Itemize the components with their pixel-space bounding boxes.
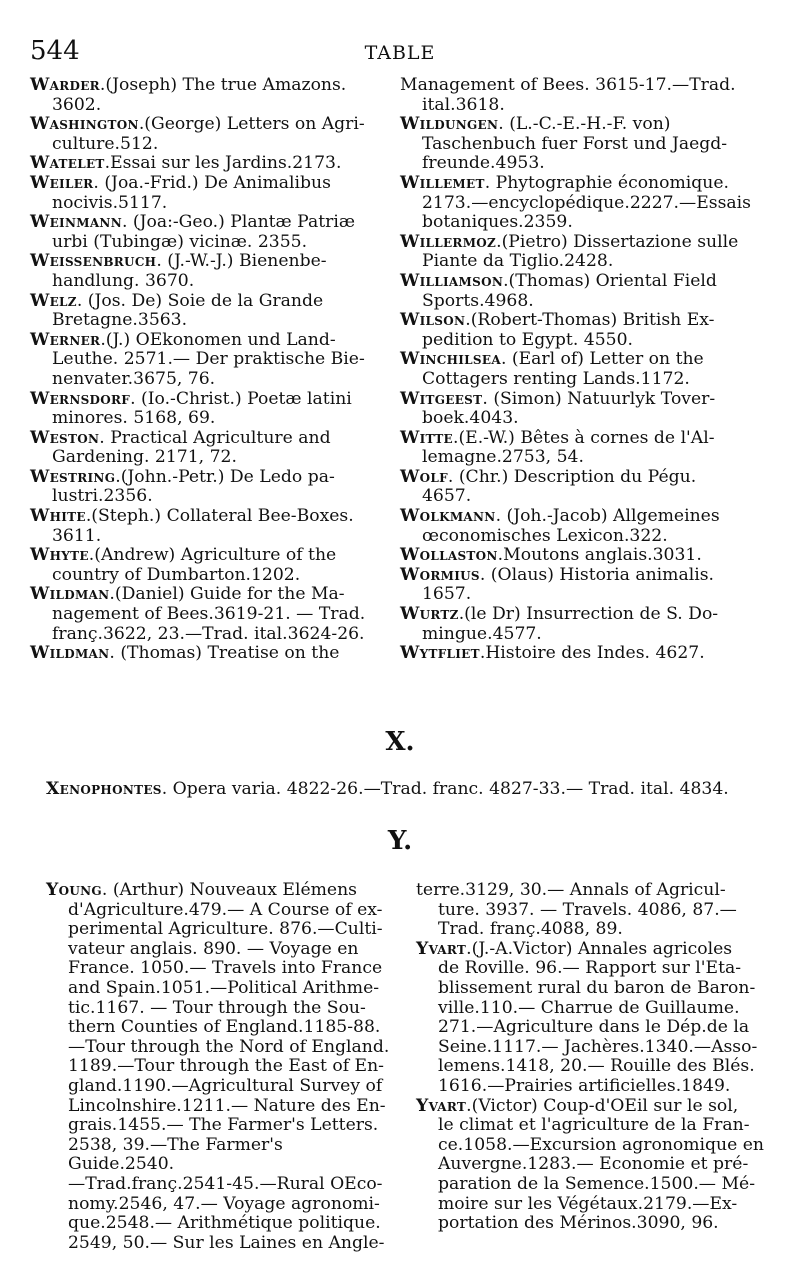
entry-text: —Tour through the Nord of England. — [68, 1036, 390, 1057]
entry-text: .(George) Letters on Agri- — [138, 114, 365, 135]
index-entry — [30, 252, 386, 291]
index-entry — [30, 292, 386, 331]
entry-line — [400, 213, 772, 233]
entry-line — [400, 292, 772, 312]
entry-name: Wollaston — [400, 545, 498, 566]
index-entry — [400, 390, 772, 429]
entry-line — [30, 605, 386, 625]
entry-text: lemagne.2753, 54. — [422, 447, 584, 468]
index-entry — [30, 174, 386, 213]
entry-line — [30, 96, 386, 116]
entry-line — [400, 468, 772, 488]
entry-line — [46, 959, 392, 979]
entry-line — [30, 115, 386, 135]
entry-line — [416, 1038, 774, 1058]
entry-name: Young — [46, 880, 102, 900]
index-entry — [30, 507, 386, 546]
entry-text: .(John.-Petr.) De Ledo pa- — [115, 466, 335, 487]
entry-text: portation des Mérinos.3090, 96. — [438, 1213, 719, 1234]
index-entry — [30, 213, 386, 252]
entry-line — [400, 605, 772, 625]
index-entry — [400, 429, 772, 468]
entry-line — [46, 1077, 392, 1097]
index-entry — [30, 154, 386, 174]
index-entry — [400, 350, 772, 389]
entry-line — [400, 115, 772, 135]
index-column-y-left — [46, 881, 392, 1253]
entry-text: . Practical Agriculture and — [99, 427, 331, 448]
entry-text: .(Daniel) Guide for the Ma- — [109, 584, 345, 605]
entry-line — [30, 213, 386, 233]
entry-line — [400, 625, 772, 645]
index-entry — [400, 311, 772, 350]
entry-line — [400, 527, 772, 547]
entry-line — [400, 76, 772, 96]
entry-text: perimental Agriculture. 876.—Culti- — [68, 919, 383, 940]
entry-line — [30, 154, 386, 174]
entry-line — [30, 233, 386, 253]
entry-name: Washington — [30, 114, 139, 135]
entry-line — [400, 233, 772, 253]
entry-line — [46, 1018, 392, 1038]
entry-line — [30, 252, 386, 272]
entry-line — [416, 1018, 774, 1038]
entry-line — [30, 174, 386, 194]
entry-name: Wolf — [400, 466, 448, 487]
entry-line — [30, 527, 386, 547]
index-entry — [400, 507, 772, 546]
entry-text: .(le Dr) Insurrection de S. Do- — [458, 604, 719, 625]
entry-line — [416, 979, 774, 999]
entry-text: . (Thomas) Treatise on the — [109, 643, 340, 664]
entry-text: Taschenbuch fuer Forst und Jaegd- — [422, 133, 728, 154]
entry-text: .(Steph.) Collateral Bee-Boxes. — [85, 506, 354, 527]
entry-name: Witte — [400, 427, 453, 448]
entry-name: Wernsdorf — [30, 388, 131, 409]
entry-name: Wytfliet — [400, 643, 480, 664]
index-column-w-left — [30, 76, 386, 664]
index-entry — [416, 940, 774, 1097]
entry-text: . (Olaus) Historia animalis. — [479, 564, 715, 585]
entry-line — [416, 1057, 774, 1077]
entry-name: Werner — [30, 329, 101, 350]
entry-line — [46, 999, 392, 1019]
index-entry — [400, 644, 772, 664]
index-entry-xenophontes — [46, 779, 772, 799]
entry-line — [30, 546, 386, 566]
entry-line — [400, 135, 772, 155]
entry-line — [400, 311, 772, 331]
entry-name: Willemet — [400, 172, 485, 193]
entry-text: de Roville. 96.— Rapport sur l'Eta- — [438, 958, 742, 979]
entry-line — [30, 429, 386, 449]
index-entry — [30, 546, 386, 585]
entry-text: freunde.4953. — [422, 153, 545, 174]
entry-line — [30, 370, 386, 390]
page-number: 544 — [30, 36, 80, 66]
entry-line — [46, 881, 392, 901]
index-entry — [400, 115, 772, 174]
entry-text: pedition to Egypt. 4550. — [422, 329, 633, 350]
entry-name: Wildman — [30, 584, 110, 605]
index-entry — [30, 115, 386, 154]
entry-line — [30, 409, 386, 429]
entry-line — [400, 566, 772, 586]
entry-line — [416, 1214, 774, 1234]
entry-text: . (Arthur) Nouveaux Elémens — [101, 880, 357, 900]
entry-name: Watelet — [30, 153, 105, 174]
entry-text: culture.512. — [52, 133, 159, 154]
entry-line — [416, 1136, 774, 1156]
entry-text: .(Joseph) The true Amazons. — [99, 75, 347, 95]
section-heading-y: Y. — [387, 826, 413, 856]
entry-text: 1616.—Prairies artificielles.1849. — [438, 1075, 731, 1096]
entry-line — [30, 272, 386, 292]
entry-line — [46, 1136, 392, 1175]
entry-line — [30, 487, 386, 507]
entry-text: . (Simon) Natuurlyk Tover- — [482, 388, 716, 409]
entry-text: Seine.1117.— Jachères.1340.—Asso- — [438, 1036, 758, 1057]
index-column-y-right — [416, 881, 774, 1234]
entry-line — [30, 292, 386, 312]
index-entry — [416, 1097, 774, 1234]
entry-text: . (Joa.-Frid.) De Animalibus — [93, 172, 331, 193]
entry-text: lustri.2356. — [52, 486, 153, 507]
entry-name: Williamson — [400, 270, 504, 291]
entry-text: .Moutons anglais.3031. — [497, 545, 702, 566]
entry-text: le climat et l'agriculture de la Fran- — [438, 1115, 750, 1136]
section-heading-x: X. — [385, 727, 415, 757]
entry-text: terre.3129, 30.— Annals of Agricul- — [416, 880, 726, 900]
entry-text: —Trad.franç.2541-45.—Rural OEco- — [68, 1173, 383, 1194]
entry-line — [416, 1195, 774, 1215]
entry-line — [30, 468, 386, 488]
entry-text: .Essai sur les Jardins.2173. — [104, 153, 342, 174]
entry-text: 2173.—encyclopédique.2227.—Essais — [422, 192, 751, 213]
entry-line — [30, 625, 386, 645]
entry-line — [46, 1214, 392, 1234]
entry-line — [30, 331, 386, 351]
entry-name: Welz — [30, 290, 77, 311]
entry-line — [416, 940, 774, 960]
entry-text: franç.3622, 23.—Trad. ital.3624-26. — [52, 623, 365, 644]
entry-line — [400, 448, 772, 468]
entry-text: grais.1455.— The Farmer's Letters. — [68, 1115, 379, 1136]
entry-text: 3611. — [52, 525, 102, 546]
entry-text: Sports.4968. — [422, 290, 534, 311]
entry-text: .(Victor) Coup-d'OEil sur le sol, — [466, 1095, 739, 1116]
entry-text: ital.3618. — [422, 94, 505, 115]
entry-line — [400, 174, 772, 194]
entry-text: France. 1050.— Travels into France — [68, 958, 383, 979]
entry-text: .(Thomas) Oriental Field — [503, 270, 717, 291]
entry-line — [30, 135, 386, 155]
entry-text: lemens.1418, 20.— Rouille des Blés. — [438, 1056, 755, 1077]
entry-line — [400, 252, 772, 272]
index-entry — [400, 468, 772, 507]
index-entry — [30, 331, 386, 390]
entry-name: Willermoz — [400, 231, 497, 252]
index-entry — [400, 605, 772, 644]
entry-line — [400, 331, 772, 351]
entry-text: . (Io.-Christ.) Poetæ latini — [130, 388, 352, 409]
entry-name: Yvart — [416, 1095, 467, 1116]
entry-line — [30, 350, 386, 370]
entry-line — [30, 311, 386, 331]
entry-text: 1657. — [422, 584, 472, 605]
entry-line — [400, 96, 772, 116]
entry-line — [416, 901, 774, 921]
entry-text: Cottagers renting Lands.1172. — [422, 368, 690, 389]
entry-line — [400, 585, 772, 605]
entry-text: nenvater.3675, 76. — [52, 368, 216, 389]
entry-text: . (Chr.) Description du Pégu. — [447, 466, 697, 487]
entry-text: ville.110.— Charrue de Guillaume. — [438, 997, 740, 1018]
entry-line — [400, 272, 772, 292]
entry-text: and Spain.1051.—Political Arithme- — [68, 977, 380, 998]
entry-name: Xenophontes — [46, 779, 162, 799]
index-entry — [416, 881, 774, 940]
entry-text: 3602. — [52, 94, 102, 115]
entry-text: handlung. 3670. — [52, 270, 195, 291]
entry-name: Yvart — [416, 938, 467, 959]
entry-line — [46, 1038, 392, 1058]
entry-text: urbi (Tubingæ) vicinæ. 2355. — [52, 231, 308, 252]
entry-name: Weston — [30, 427, 100, 448]
entry-line — [46, 1116, 392, 1136]
entry-line — [416, 881, 774, 901]
entry-name: White — [30, 506, 86, 527]
entry-line — [46, 1195, 392, 1215]
entry-name: Wolkmann — [400, 506, 496, 527]
entry-line — [416, 1155, 774, 1175]
page-header — [30, 36, 770, 76]
entry-text: . Opera varia. 4822-26.—Trad. franc. 4827-33.— Trad. ital. 4834. — [161, 779, 729, 799]
index-entry — [30, 585, 386, 644]
entry-line — [400, 644, 772, 664]
entry-line — [30, 585, 386, 605]
index-entry — [400, 272, 772, 311]
entry-name: Wormius — [400, 564, 480, 585]
entry-text: nocivis.5117. — [52, 192, 168, 213]
entry-text: gland.1190.—Agricultural Survey of — [68, 1075, 383, 1096]
entry-text: .(Andrew) Agriculture of the — [88, 545, 337, 566]
entry-line — [400, 409, 772, 429]
entry-line — [30, 566, 386, 586]
entry-name: Weiler — [30, 172, 94, 193]
entry-name: Warder — [30, 75, 100, 95]
entry-line — [400, 390, 772, 410]
entry-text: nomy.2546, 47.— Voyage agronomi- — [68, 1193, 380, 1214]
entry-line — [416, 959, 774, 979]
entry-text: .Histoire des Indes. 4627. — [479, 643, 705, 664]
entry-text: . (Jos. De) Soie de la Grande — [76, 290, 324, 311]
entry-line — [400, 154, 772, 174]
entry-text: paration de la Semence.1500.— Mé- — [438, 1173, 756, 1194]
entry-line — [400, 350, 772, 370]
entry-text: . Phytographie économique. — [484, 172, 729, 193]
entry-line — [400, 507, 772, 527]
entry-text: country of Dumbarton.1202. — [52, 564, 301, 585]
entry-text: boek.4043. — [422, 408, 519, 429]
entry-line — [416, 1175, 774, 1195]
entry-text: 4657. — [422, 486, 472, 507]
entry-text: Gardening. 2171, 72. — [52, 447, 237, 468]
entry-line — [46, 901, 392, 921]
entry-text: 271.—Agriculture dans le Dép.de la — [438, 1017, 750, 1038]
entry-line — [400, 194, 772, 214]
entry-text: . (Earl of) Letter on the — [500, 349, 704, 370]
index-entry — [400, 546, 772, 566]
index-entry — [30, 429, 386, 468]
entry-text: tic.1167. — Tour through the Sou- — [68, 997, 366, 1018]
entry-line — [400, 546, 772, 566]
entry-name: Wilson — [400, 310, 466, 331]
entry-name: Winchilsea — [400, 349, 501, 370]
entry-text: ture. 3937. — Travels. 4086, 87.— — [438, 899, 737, 920]
entry-name: Weinmann — [30, 212, 122, 233]
entry-line — [46, 940, 392, 960]
entry-text: .(Pietro) Dissertazione sulle — [496, 231, 739, 252]
entry-text: . (J.-W.-J.) Bienenbe- — [156, 251, 327, 272]
entry-name: Weissenbruch — [30, 251, 157, 272]
entry-text: Piante da Tiglio.2428. — [422, 251, 614, 272]
entry-text: botaniques.2359. — [422, 212, 573, 233]
index-entry — [400, 233, 772, 272]
entry-text: mingue.4577. — [422, 623, 542, 644]
entry-line — [416, 999, 774, 1019]
entry-line — [416, 1077, 774, 1097]
entry-name: Westring — [30, 466, 116, 487]
entry-line — [30, 507, 386, 527]
entry-line — [46, 1234, 392, 1254]
entry-line — [46, 1175, 392, 1195]
entry-name: Wildungen — [400, 114, 499, 135]
entry-line — [30, 644, 386, 664]
entry-text: Management of Bees. 3615-17.—Trad. — [400, 75, 736, 95]
index-entry — [30, 644, 386, 664]
entry-line — [416, 1097, 774, 1117]
entry-text: nagement of Bees.3619-21. — Trad. — [52, 604, 366, 625]
index-column-w-right — [400, 76, 772, 664]
entry-text: Auvergne.1283.— Economie et pré- — [438, 1154, 749, 1175]
entry-line — [46, 920, 392, 940]
entry-text: 2538, 39.—The Farmer's Guide.2540. — [68, 1134, 283, 1175]
entry-line — [400, 487, 772, 507]
index-entry — [30, 390, 386, 429]
index-entry — [400, 566, 772, 605]
entry-text: minores. 5168, 69. — [52, 408, 216, 429]
entry-text: .(Robert-Thomas) British Ex- — [465, 310, 715, 331]
entry-text: blissement rural du baron de Baron- — [438, 977, 756, 998]
entry-line — [46, 979, 392, 999]
index-entry — [400, 76, 772, 115]
entry-text: Trad. franç.4088, 89. — [438, 919, 623, 940]
entry-text: .(E.-W.) Bêtes à cornes de l'Al- — [453, 427, 715, 448]
entry-text: vateur anglais. 890. — Voyage en — [68, 938, 359, 959]
index-entry — [30, 76, 386, 115]
entry-line — [30, 76, 386, 96]
entry-name: Wurtz — [400, 604, 459, 625]
entry-text: Leuthe. 2571.— Der praktische Bie- — [52, 349, 365, 370]
entry-text: .(J.-A.Victor) Annales agricoles — [466, 938, 733, 959]
entry-line — [30, 194, 386, 214]
entry-name: Wildman — [30, 643, 110, 664]
entry-text: 2549, 50.— Sur les Laines en Angle- — [68, 1232, 385, 1253]
index-entry — [400, 174, 772, 233]
entry-name: Whyte — [30, 545, 89, 566]
entry-text: Lincolnshire.1211.— Nature des En- — [68, 1095, 386, 1116]
entry-text: moire sur les Végétaux.2179.—Ex- — [438, 1193, 738, 1214]
entry-text: . (Joh.-Jacob) Allgemeines — [495, 506, 720, 527]
entry-text: que.2548.— Arithmétique politique. — [68, 1213, 381, 1234]
entry-line — [30, 390, 386, 410]
entry-line — [416, 920, 774, 940]
entry-text: thern Counties of England.1185-88. — [68, 1017, 381, 1038]
entry-text: . (L.-C.-E.-H.-F. von) — [498, 114, 671, 135]
entry-text: ce.1058.—Excursion agronomique en — [438, 1134, 764, 1155]
entry-line — [400, 429, 772, 449]
entry-text: d'Agriculture.479.— A Course of ex- — [68, 899, 383, 920]
entry-text: 1189.—Tour through the East of En- — [68, 1056, 384, 1077]
entry-line — [30, 448, 386, 468]
entry-line — [46, 1097, 392, 1117]
entry-line — [400, 370, 772, 390]
index-entry — [46, 881, 392, 1253]
entry-line — [416, 1116, 774, 1136]
entry-text: œconomisches Lexicon.322. — [422, 525, 668, 546]
entry-text: . (Joa:-Geo.) Plantæ Patriæ — [121, 212, 355, 233]
entry-text: Bretagne.3563. — [52, 310, 188, 331]
entry-name: Witgeest — [400, 388, 483, 409]
entry-line — [46, 1057, 392, 1077]
index-entry — [30, 468, 386, 507]
page-title: TABLE — [364, 42, 436, 64]
entry-text: .(J.) OEkonomen und Land- — [100, 329, 336, 350]
